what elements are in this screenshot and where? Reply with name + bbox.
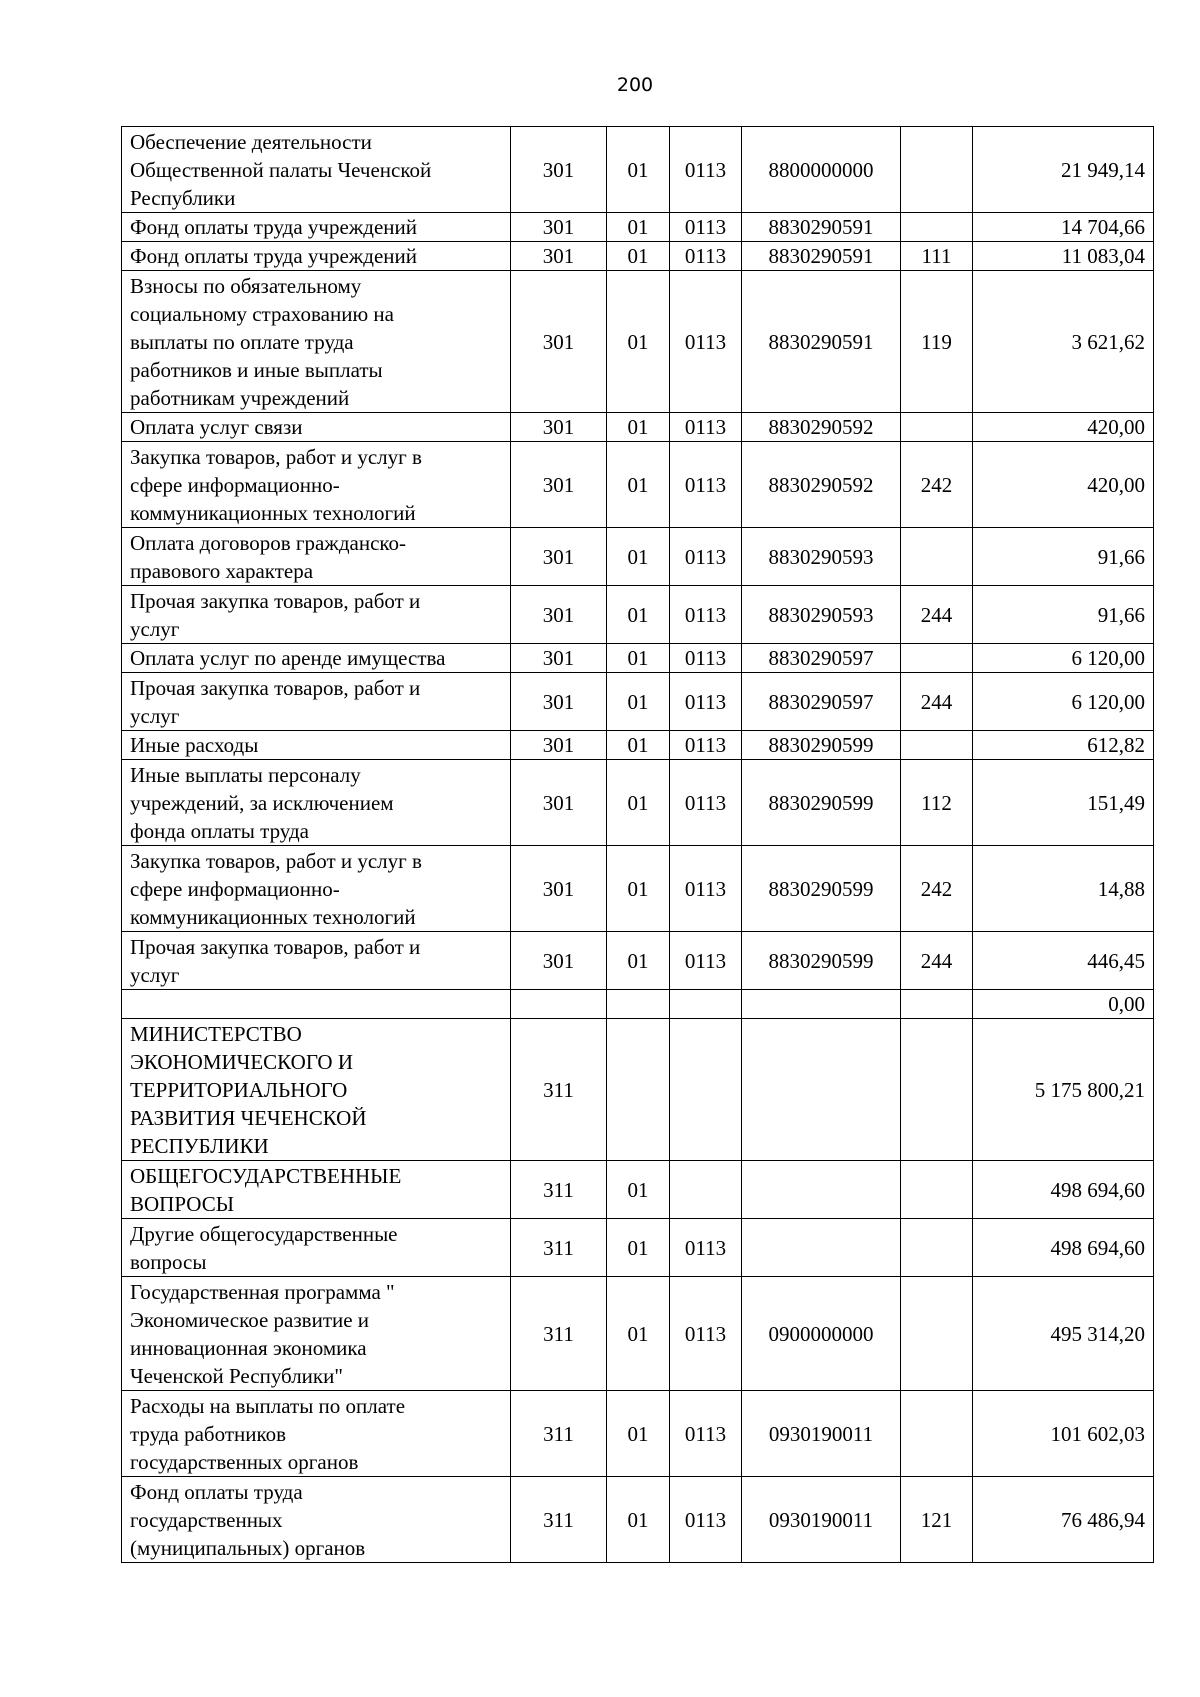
section-code-cell: 01 bbox=[607, 1477, 670, 1563]
expense-type-code-cell bbox=[901, 731, 973, 760]
table-row bbox=[122, 213, 1154, 242]
item-name-cell: Взносы по обязательному социальному страхованию на выплаты по оплате труда работников и иные выплаты работникам учреждений bbox=[122, 271, 511, 413]
department-code-cell: 301 bbox=[511, 644, 607, 673]
amount-cell: 21 949,14 bbox=[973, 127, 1154, 213]
subsection-code-cell: 0113 bbox=[670, 442, 742, 528]
department-code-cell: 301 bbox=[511, 846, 607, 932]
item-name-cell: Прочая закупка товаров, работ и услуг bbox=[122, 586, 511, 644]
expense-type-code-cell: 242 bbox=[901, 442, 973, 528]
target-article-code-cell: 8830290599 bbox=[742, 846, 901, 932]
section-code-cell: 01 bbox=[607, 586, 670, 644]
expense-type-code-cell: 244 bbox=[901, 673, 973, 731]
item-name-cell: Оплата услуг связи bbox=[122, 413, 511, 442]
section-code-cell: 01 bbox=[607, 932, 670, 990]
expense-type-code-cell: 119 bbox=[901, 271, 973, 413]
target-article-code-cell: 8830290591 bbox=[742, 271, 901, 413]
item-name-cell: Другие общегосударственные вопросы bbox=[122, 1219, 511, 1277]
item-name-cell: Прочая закупка товаров, работ и услуг bbox=[122, 673, 511, 731]
expense-type-code-cell bbox=[901, 1019, 973, 1161]
budget-table bbox=[121, 126, 1154, 1563]
amount-cell: 3 621,62 bbox=[973, 271, 1154, 413]
item-name-cell: Государственная программа " Экономическое развитие и инновационная экономика Чеченской Республики" bbox=[122, 1277, 511, 1391]
section-code-cell: 01 bbox=[607, 442, 670, 528]
target-article-code-cell: 8830290599 bbox=[742, 932, 901, 990]
department-code-cell: 301 bbox=[511, 586, 607, 644]
department-code-cell: 311 bbox=[511, 1277, 607, 1391]
target-article-code-cell: 0930190011 bbox=[742, 1477, 901, 1563]
department-code-cell: 301 bbox=[511, 271, 607, 413]
item-name-cell: Расходы на выплаты по оплате труда работников государственных органов bbox=[122, 1391, 511, 1477]
table-row bbox=[122, 1019, 1154, 1161]
section-code-cell bbox=[607, 1019, 670, 1161]
expense-type-code-cell: 244 bbox=[901, 932, 973, 990]
department-code-cell: 301 bbox=[511, 932, 607, 990]
table-row bbox=[122, 760, 1154, 846]
subsection-code-cell: 0113 bbox=[670, 413, 742, 442]
department-code-cell: 311 bbox=[511, 1219, 607, 1277]
target-article-code-cell bbox=[742, 1219, 901, 1277]
section-code-cell: 01 bbox=[607, 731, 670, 760]
item-name-cell: Фонд оплаты труда учреждений bbox=[122, 242, 511, 271]
section-code-cell: 01 bbox=[607, 1161, 670, 1219]
table-row bbox=[122, 731, 1154, 760]
department-code-cell: 311 bbox=[511, 1019, 607, 1161]
subsection-code-cell: 0113 bbox=[670, 213, 742, 242]
expense-type-code-cell bbox=[901, 1219, 973, 1277]
amount-cell: 612,82 bbox=[973, 731, 1154, 760]
subsection-code-cell: 0113 bbox=[670, 846, 742, 932]
amount-cell: 6 120,00 bbox=[973, 673, 1154, 731]
expense-type-code-cell bbox=[901, 528, 973, 586]
amount-cell: 151,49 bbox=[973, 760, 1154, 846]
item-name-cell: ОБЩЕГОСУДАРСТВЕННЫЕ ВОПРОСЫ bbox=[122, 1161, 511, 1219]
amount-cell: 0,00 bbox=[973, 990, 1154, 1019]
section-code-cell: 01 bbox=[607, 760, 670, 846]
amount-cell: 446,45 bbox=[973, 932, 1154, 990]
target-article-code-cell: 8830290591 bbox=[742, 242, 901, 271]
department-code-cell: 301 bbox=[511, 528, 607, 586]
department-code-cell: 301 bbox=[511, 760, 607, 846]
table-row bbox=[122, 586, 1154, 644]
budget-table-body bbox=[122, 127, 1154, 1563]
target-article-code-cell: 8830290597 bbox=[742, 673, 901, 731]
item-name-cell: Оплата договоров гражданско- правового характера bbox=[122, 528, 511, 586]
table-row bbox=[122, 644, 1154, 673]
section-code-cell: 01 bbox=[607, 528, 670, 586]
item-name-cell bbox=[122, 990, 511, 1019]
expense-type-code-cell bbox=[901, 1277, 973, 1391]
amount-cell: 91,66 bbox=[973, 586, 1154, 644]
subsection-code-cell: 0113 bbox=[670, 760, 742, 846]
department-code-cell: 301 bbox=[511, 413, 607, 442]
subsection-code-cell bbox=[670, 1161, 742, 1219]
table-row bbox=[122, 1477, 1154, 1563]
target-article-code-cell: 8830290593 bbox=[742, 586, 901, 644]
expense-type-code-cell bbox=[901, 1391, 973, 1477]
amount-cell: 498 694,60 bbox=[973, 1219, 1154, 1277]
section-code-cell: 01 bbox=[607, 242, 670, 271]
section-code-cell: 01 bbox=[607, 673, 670, 731]
table-row bbox=[122, 1161, 1154, 1219]
section-code-cell: 01 bbox=[607, 127, 670, 213]
amount-cell: 495 314,20 bbox=[973, 1277, 1154, 1391]
subsection-code-cell: 0113 bbox=[670, 242, 742, 271]
expense-type-code-cell bbox=[901, 127, 973, 213]
expense-type-code-cell: 244 bbox=[901, 586, 973, 644]
subsection-code-cell bbox=[670, 990, 742, 1019]
table-row bbox=[122, 442, 1154, 528]
target-article-code-cell bbox=[742, 1019, 901, 1161]
department-code-cell: 301 bbox=[511, 673, 607, 731]
table-row bbox=[122, 846, 1154, 932]
item-name-cell: Иные выплаты персоналу учреждений, за исключением фонда оплаты труда bbox=[122, 760, 511, 846]
subsection-code-cell: 0113 bbox=[670, 1391, 742, 1477]
item-name-cell: Прочая закупка товаров, работ и услуг bbox=[122, 932, 511, 990]
item-name-cell: Иные расходы bbox=[122, 731, 511, 760]
item-name-cell: Обеспечение деятельности Общественной палаты Чеченской Республики bbox=[122, 127, 511, 213]
amount-cell: 11 083,04 bbox=[973, 242, 1154, 271]
subsection-code-cell: 0113 bbox=[670, 1219, 742, 1277]
department-code-cell: 311 bbox=[511, 1477, 607, 1563]
expense-type-code-cell bbox=[901, 213, 973, 242]
target-article-code-cell: 8830290599 bbox=[742, 731, 901, 760]
target-article-code-cell bbox=[742, 990, 901, 1019]
subsection-code-cell: 0113 bbox=[670, 673, 742, 731]
table-row bbox=[122, 242, 1154, 271]
table-row bbox=[122, 127, 1154, 213]
amount-cell: 6 120,00 bbox=[973, 644, 1154, 673]
subsection-code-cell: 0113 bbox=[670, 271, 742, 413]
subsection-code-cell: 0113 bbox=[670, 1277, 742, 1391]
table-row bbox=[122, 1219, 1154, 1277]
department-code-cell bbox=[511, 990, 607, 1019]
expense-type-code-cell bbox=[901, 990, 973, 1019]
expense-type-code-cell bbox=[901, 413, 973, 442]
target-article-code-cell: 8800000000 bbox=[742, 127, 901, 213]
table-row bbox=[122, 413, 1154, 442]
amount-cell: 420,00 bbox=[973, 413, 1154, 442]
subsection-code-cell: 0113 bbox=[670, 586, 742, 644]
target-article-code-cell: 8830290592 bbox=[742, 442, 901, 528]
section-code-cell: 01 bbox=[607, 644, 670, 673]
item-name-cell: Закупка товаров, работ и услуг в сфере информационно- коммуникационных технологий bbox=[122, 846, 511, 932]
expense-type-code-cell bbox=[901, 644, 973, 673]
amount-cell: 14 704,66 bbox=[973, 213, 1154, 242]
expense-type-code-cell: 121 bbox=[901, 1477, 973, 1563]
item-name-cell: Закупка товаров, работ и услуг в сфере информационно- коммуникационных технологий bbox=[122, 442, 511, 528]
department-code-cell: 301 bbox=[511, 213, 607, 242]
table-row bbox=[122, 673, 1154, 731]
section-code-cell: 01 bbox=[607, 1277, 670, 1391]
target-article-code-cell: 0930190011 bbox=[742, 1391, 901, 1477]
table-row bbox=[122, 528, 1154, 586]
department-code-cell: 301 bbox=[511, 242, 607, 271]
table-row bbox=[122, 1391, 1154, 1477]
item-name-cell: МИНИСТЕРСТВО ЭКОНОМИЧЕСКОГО И ТЕРРИТОРИАЛЬНОГО РАЗВИТИЯ ЧЕЧЕНСКОЙ РЕСПУБЛИКИ bbox=[122, 1019, 511, 1161]
target-article-code-cell: 8830290591 bbox=[742, 213, 901, 242]
expense-type-code-cell: 242 bbox=[901, 846, 973, 932]
department-code-cell: 311 bbox=[511, 1161, 607, 1219]
item-name-cell: Фонд оплаты труда государственных (муниципальных) органов bbox=[122, 1477, 511, 1563]
subsection-code-cell: 0113 bbox=[670, 1477, 742, 1563]
expense-type-code-cell: 111 bbox=[901, 242, 973, 271]
section-code-cell bbox=[607, 990, 670, 1019]
expense-type-code-cell: 112 bbox=[901, 760, 973, 846]
amount-cell: 420,00 bbox=[973, 442, 1154, 528]
target-article-code-cell: 8830290599 bbox=[742, 760, 901, 846]
item-name-cell: Оплата услуг по аренде имущества bbox=[122, 644, 511, 673]
section-code-cell: 01 bbox=[607, 271, 670, 413]
amount-cell: 101 602,03 bbox=[973, 1391, 1154, 1477]
section-code-cell: 01 bbox=[607, 846, 670, 932]
department-code-cell: 301 bbox=[511, 731, 607, 760]
table-row bbox=[122, 990, 1154, 1019]
table-row bbox=[122, 1277, 1154, 1391]
target-article-code-cell bbox=[742, 1161, 901, 1219]
expense-type-code-cell bbox=[901, 1161, 973, 1219]
table-row bbox=[122, 271, 1154, 413]
department-code-cell: 301 bbox=[511, 442, 607, 528]
item-name-cell: Фонд оплаты труда учреждений bbox=[122, 213, 511, 242]
amount-cell: 498 694,60 bbox=[973, 1161, 1154, 1219]
amount-cell: 14,88 bbox=[973, 846, 1154, 932]
section-code-cell: 01 bbox=[607, 213, 670, 242]
section-code-cell: 01 bbox=[607, 1219, 670, 1277]
target-article-code-cell: 8830290597 bbox=[742, 644, 901, 673]
department-code-cell: 301 bbox=[511, 127, 607, 213]
department-code-cell: 311 bbox=[511, 1391, 607, 1477]
subsection-code-cell: 0113 bbox=[670, 528, 742, 586]
target-article-code-cell: 0900000000 bbox=[742, 1277, 901, 1391]
subsection-code-cell: 0113 bbox=[670, 932, 742, 990]
subsection-code-cell: 0113 bbox=[670, 644, 742, 673]
amount-cell: 5 175 800,21 bbox=[973, 1019, 1154, 1161]
subsection-code-cell: 0113 bbox=[670, 127, 742, 213]
section-code-cell: 01 bbox=[607, 1391, 670, 1477]
target-article-code-cell: 8830290592 bbox=[742, 413, 901, 442]
section-code-cell: 01 bbox=[607, 413, 670, 442]
subsection-code-cell bbox=[670, 1019, 742, 1161]
page-number: 200 bbox=[616, 74, 654, 96]
target-article-code-cell: 8830290593 bbox=[742, 528, 901, 586]
amount-cell: 76 486,94 bbox=[973, 1477, 1154, 1563]
amount-cell: 91,66 bbox=[973, 528, 1154, 586]
table-row bbox=[122, 932, 1154, 990]
subsection-code-cell: 0113 bbox=[670, 731, 742, 760]
